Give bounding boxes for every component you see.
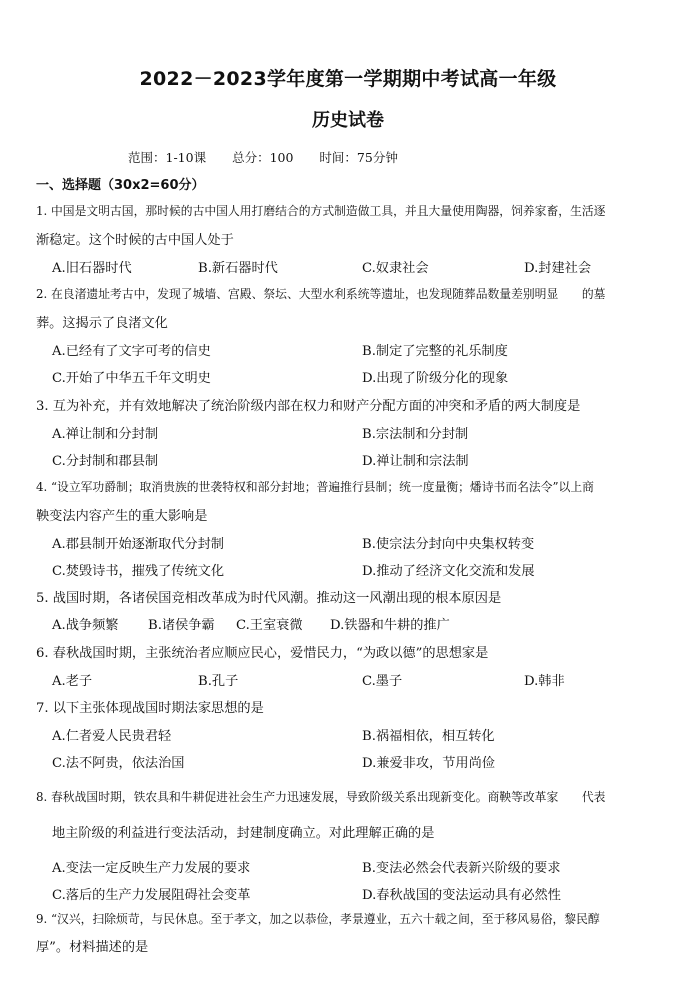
question-2-option-b: B.制定了完整的礼乐制度 [362, 344, 508, 359]
question-3-line-1: 3. 互为补充，并有效地解决了统治阶级内部在权力和财产分配方面的冲突和矛盾的两大制度是 [36, 399, 581, 414]
question-8-option-b: B.变法必然会代表新兴阶级的要求 [362, 861, 561, 876]
question-1-option-d: D.封建社会 [524, 261, 592, 276]
question-6-option-b: B.孔子 [198, 674, 239, 689]
question-8-option-c: C.落后的生产力发展阻碍社会变革 [52, 888, 251, 903]
question-2-option-a: A.已经有了文字可考的信史 [52, 344, 211, 359]
question-1-option-c: C.奴隶社会 [362, 261, 429, 276]
scope-text: 范围：1-10课 [128, 150, 207, 165]
question-6-option-d: D.韩非 [524, 674, 565, 689]
question-6-option-a: A.老子 [52, 674, 93, 689]
question-4-option-b: B.使宗法分封向中央集权转变 [362, 537, 535, 552]
question-4-option-c: C.焚毁诗书，摧残了传统文化 [52, 564, 225, 579]
question-7-option-d: D.兼爱非攻，节用尚俭 [362, 756, 495, 771]
section-title: 一、选择题（30x2=60分） [36, 178, 205, 193]
question-5-option-c: C.王室衰微 [236, 618, 303, 633]
question-5-option-a: A.战争频繁 [52, 618, 119, 633]
question-1-line-2: 渐稳定。这个时候的古中国人处于 [36, 233, 234, 248]
question-5-option-b: B.诸侯争霸 [148, 618, 215, 633]
question-9-line-1: 9. “汉兴，扫除烦苛，与民休息。至于孝文，加之以恭俭，孝景遵业，五六十载之间，至于移风易俗，黎民醇 [36, 912, 600, 926]
question-1-option-b: B.新石器时代 [198, 261, 278, 276]
exam-title: 2022－2023学年度第一学期期中考试高一年级 [139, 68, 557, 90]
question-6-line-1: 6. 春秋战国时期，主张统治者应顺应民心，爱惜民力，“为政以德”的思想家是 [36, 646, 489, 661]
question-2-option-d: D.出现了阶级分化的现象 [362, 371, 509, 386]
question-3-option-c: C.分封制和郡县制 [52, 454, 159, 469]
question-3-option-b: B.宗法制和分封制 [362, 427, 469, 442]
question-1-option-a: A.旧石器时代 [52, 261, 132, 276]
question-2-line-2: 葬。这揭示了良渚文化 [36, 316, 168, 331]
exam-subtitle: 历史试卷 [312, 110, 384, 131]
question-7-option-b: B.祸福相依，相互转化 [362, 729, 495, 744]
exam-info [128, 148, 420, 166]
question-7-option-c: C.法不阿贵，依法治国 [52, 756, 185, 771]
question-4-line-1: 4. “设立军功爵制；取消贵族的世袭特权和部分封地；普遍推行县制；统一度量衡；燔诗书而名法令”以上商 [36, 480, 594, 494]
question-7-option-a: A.仁者爱人民贵君轻 [52, 729, 172, 744]
time-text: 时间：75分钟 [319, 150, 398, 165]
question-4-option-d: D.推动了经济文化交流和发展 [362, 564, 535, 579]
question-8-line-1: 8. 春秋战国时期，铁农具和牛耕促进社会生产力迅速发展，导致阶级关系出现新变化。商鞅等改革家 代表 [36, 790, 606, 804]
question-2-line-1: 2. 在良渚遗址考古中，发现了城墙、宫殿、祭坛、大型水利系统等遗址，也发现随葬品数量差别明显 的墓 [36, 287, 606, 301]
question-1-line-1: 1. 中国是文明古国，那时候的古中国人用打磨结合的方式制造做工具，并且大量使用陶器，饲养家畜，生活逐 [36, 204, 606, 218]
question-3-option-a: A.禅让制和分封制 [52, 427, 159, 442]
question-4-option-a: A.郡县制开始逐渐取代分封制 [52, 537, 224, 552]
score-text: 总分：100 [232, 150, 294, 165]
question-4-line-2: 鞅变法内容产生的重大影响是 [36, 509, 208, 524]
question-8-line-2: 地主阶级的利益进行变法活动，封建制度确立。对此理解正确的是 [52, 826, 435, 841]
question-2-option-c: C.开始了中华五千年文明史 [52, 371, 211, 386]
question-7-line-1: 7. 以下主张体现战国时期法家思想的是 [36, 701, 264, 716]
question-9-line-2: 厚”。材料描述的是 [36, 940, 149, 955]
question-3-option-d: D.禅让制和宗法制 [362, 454, 469, 469]
question-5-option-d: D.铁器和牛耕的推广 [330, 618, 450, 633]
question-5-line-1: 5. 战国时期，各诸侯国竞相改革成为时代风潮。推动这一风潮出现的根本原因是 [36, 591, 502, 606]
question-8-option-a: A.变法一定反映生产力发展的要求 [52, 861, 251, 876]
question-8-option-d: D.春秋战国的变法运动具有必然性 [362, 888, 561, 903]
question-6-option-c: C.墨子 [362, 674, 403, 689]
